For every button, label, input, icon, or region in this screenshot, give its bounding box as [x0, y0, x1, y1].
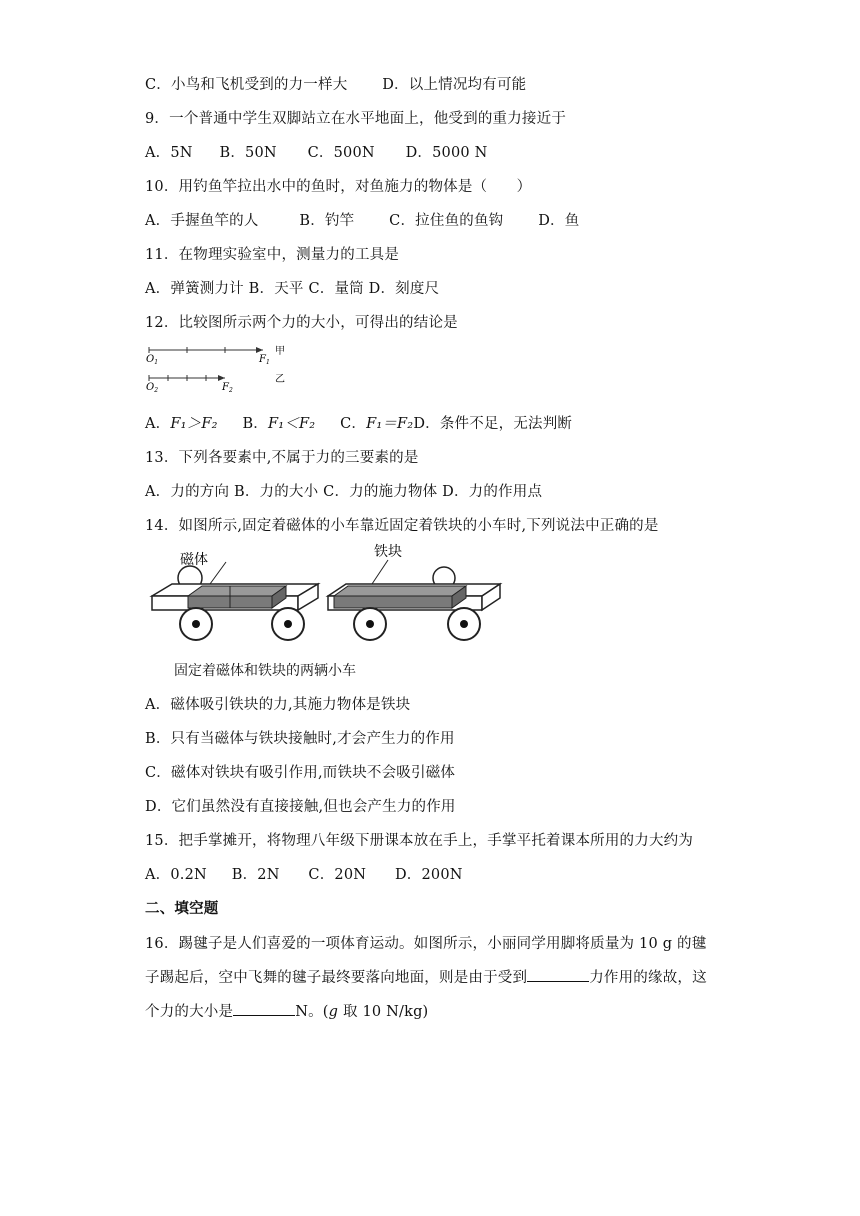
iron-car — [328, 543, 500, 640]
q9-stem: 9．一个普通中学生双脚站立在水平地面上，他受到的重力接近于 — [145, 111, 567, 127]
q10-option-a: A．手握鱼竿的人 — [145, 213, 259, 229]
f1-label: $F_1$ — [259, 354, 270, 366]
section-title-fill-in: 二、填空题 — [145, 900, 219, 917]
q14-stem: 14．如图所示,固定着磁体的小车靠近固定着铁块的小车时,下列说法中正确的是 — [145, 518, 659, 534]
q15-option-a: A．0.2N — [145, 867, 207, 883]
q15-option-c: C．20N — [308, 867, 367, 883]
o1-label: $O_1$ — [146, 354, 159, 366]
q13-stem: 13．下列各要素中,不属于力的三要素的是 — [145, 450, 419, 466]
q10-option-b: B．钓竿 — [299, 213, 355, 229]
q12-force-diagram — [145, 342, 295, 394]
q14-option-b: B．只有当磁体与铁块接触时,才会产生力的作用 — [145, 731, 455, 747]
q8-option-c: C．小鸟和飞机受到的力一样大 — [145, 77, 348, 93]
q9-option-d: D．5000 N — [405, 145, 488, 161]
q14-figure-caption: 固定着磁体和铁块的两辆小车 — [174, 663, 356, 679]
q11-stem: 11．在物理实验室中，测量力的工具是 — [145, 247, 400, 263]
magnet-car — [152, 551, 318, 640]
q12-options — [145, 412, 572, 433]
q12-stem: 12．比较图所示两个力的大小，可得出的结论是 — [145, 315, 458, 331]
q9-option-b: B．50N — [219, 145, 277, 161]
q15-option-d: D．200N — [394, 867, 463, 883]
label-jia: 甲 — [275, 346, 285, 357]
q9-option-a: A．5N — [145, 145, 193, 161]
arrowhead-icon — [218, 375, 225, 381]
q8-option-d: D．以上情况均有可能 — [382, 77, 527, 93]
q13-options: A．力的方向 B．力的大小 C．力的施力物体 D．力的作用点 — [145, 484, 543, 500]
label-yi: 乙 — [275, 374, 285, 385]
q10-stem: 10．用钓鱼竿拉出水中的鱼时，对鱼施力的物体是（ ） — [145, 179, 532, 195]
q10-option-c: C．拉住鱼的鱼钩 — [389, 213, 504, 229]
q11-options: A．弹簧测力计 B．天平 C．量筒 D．刻度尺 — [145, 281, 440, 297]
q16-blank-2[interactable] — [233, 1003, 295, 1016]
q12-option-b: B．F₁＜F₂ — [242, 416, 316, 432]
q8-options-row — [145, 73, 526, 94]
magnet-label: 磁体 — [180, 552, 208, 568]
q14-option-d: D．它们虽然没有直接接触,但也会产生力的作用 — [145, 799, 456, 815]
o2-label: $O_2$ — [146, 382, 159, 394]
q16-line-2: 子踢起后，空中飞舞的毽子最终要落向地面，则是由于受到 力作用的缘故，这 — [145, 970, 707, 986]
q16-line-3: 个力的大小是 N。(g 取 10 N/kg) — [145, 1004, 429, 1020]
q12-option-d: D．条件不足，无法判断 — [413, 416, 573, 432]
q9-options — [145, 141, 488, 162]
q16-blank-1[interactable] — [527, 969, 589, 982]
q10-options — [145, 209, 579, 230]
q9-option-c: C．500N — [307, 145, 375, 161]
q16-line-1: 16．踢毽子是人们喜爱的一项体育运动。如图所示，小丽同学用脚将质量为 10 g 的毽 — [145, 936, 707, 952]
q15-option-b: B．2N — [231, 867, 280, 883]
q12-option-c: C．F₁＝F₂ — [340, 416, 414, 432]
arrowhead-icon — [256, 347, 263, 353]
q15-options — [145, 863, 463, 884]
q14-option-a: A．磁体吸引铁块的力,其施力物体是铁块 — [145, 697, 411, 713]
q14-cars-figure — [148, 540, 508, 650]
q14-option-c: C．磁体对铁块有吸引作用,而铁块不会吸引磁体 — [145, 765, 456, 781]
iron-label: 铁块 — [374, 544, 402, 560]
q15-stem: 15．把手掌摊开，将物理八年级下册课本放在手上，手掌平托着课本所用的力大约为 — [145, 833, 694, 849]
f2-label: $F_2$ — [222, 382, 233, 394]
q12-option-a: A．F₁＞F₂ — [145, 416, 218, 432]
q10-option-d: D．鱼 — [538, 213, 580, 229]
